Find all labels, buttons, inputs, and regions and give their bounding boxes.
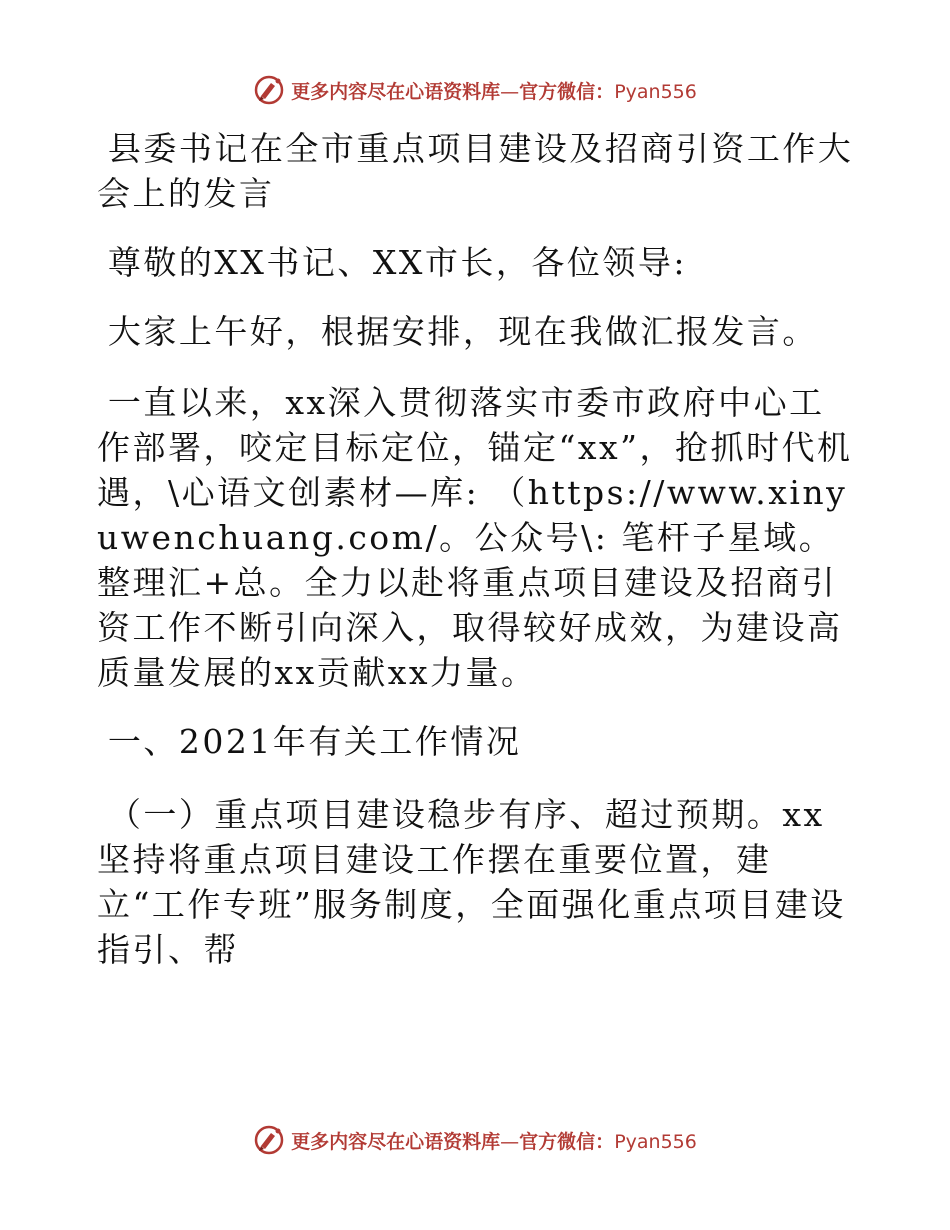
document-title: 县委书记在全市重点项目建设及招商引资工作大会上的发言 — [97, 129, 854, 213]
banner-dash: — — [500, 1130, 520, 1153]
intro-paragraph: 一直以来，xx深入贯彻落实市委市政府中心工作部署，咬定目标定位，锚定“xx”，抢抓时代机遇，\心语文创素材—库: （https://www.xinyuwenchuang.com/。公众号\: 笔杆子星域。整理汇+总。全力以赴将重点项目建设及招商引资工作不断引向深入，取得较好成效，为建设高质量发展的xx贡献xx力量。 — [97, 383, 853, 692]
banner-text — [291, 1127, 697, 1154]
banner-dash: — — [500, 80, 520, 103]
footer-watermark-banner — [0, 1120, 950, 1160]
greeting-paragraph: 大家上午好，根据安排，现在我做汇报发言。 — [107, 312, 818, 351]
subsection-paragraph: （一）重点项目建设稳步有序、超过预期。xx坚持将重点项目建设工作摆在重要位置，建立“工作专班”服务制度，全面强化重点项目建设指引、帮 — [97, 795, 846, 969]
banner-text — [291, 77, 697, 104]
banner-brand-text: 更多内容尽在心语资料库 — [291, 80, 501, 103]
document-body — [97, 126, 857, 999]
banner-wechat-label: 官方微信： — [519, 1130, 615, 1153]
banner-inner — [253, 1124, 697, 1156]
banner-wechat-label: 官方微信： — [519, 80, 615, 103]
section-heading: 一、2021年有关工作情况 — [107, 722, 522, 761]
banner-wechat-id: Pyan556 — [614, 80, 697, 103]
banner-inner — [253, 74, 697, 106]
salutation-paragraph: 尊敬的XX书记、XX市长，各位领导: — [107, 243, 687, 282]
header-watermark-banner — [0, 70, 950, 110]
pen-logo-icon — [253, 74, 285, 106]
pen-logo-icon — [253, 1124, 285, 1156]
banner-brand-text: 更多内容尽在心语资料库 — [291, 1130, 501, 1153]
banner-wechat-id: Pyan556 — [614, 1130, 697, 1153]
